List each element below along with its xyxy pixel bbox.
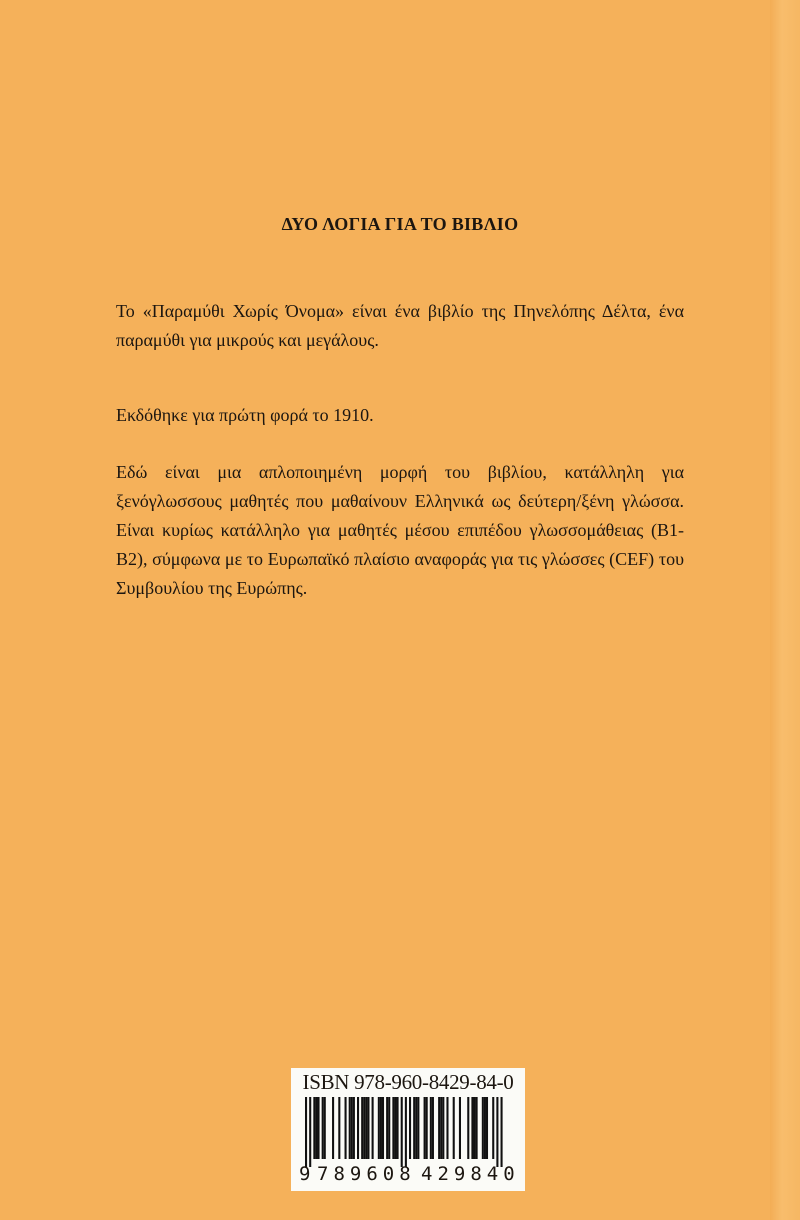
barcode-bar xyxy=(440,1097,442,1159)
barcode-guard-bar xyxy=(496,1097,498,1167)
isbn-barcode xyxy=(291,1068,525,1191)
barcode-guard-bar xyxy=(501,1097,503,1167)
barcode-guard-bar xyxy=(309,1097,311,1167)
barcode-bar xyxy=(367,1097,369,1159)
barcode-bar xyxy=(446,1097,448,1159)
barcode-bar xyxy=(426,1097,428,1159)
barcode-bar xyxy=(315,1097,317,1159)
paragraph-description: Εδώ είναι μια απλοποιημένη μορφή του βιβλίου, κατάλληλη για ξενόγλωσσους μαθητές που μαθαίνουν Ελληνικά ως δεύτερη/ξένη γλώσσα. Είναι κυρίως κατάλληλο για μαθητές μέσου επιπέδου γλωσσομάθειας (B1-B2), σύμφωνα με το Ευρωπαϊκό πλαίσιο αναφοράς για τις γλώσσες (CEF) του Συμβουλίου της Ευρώπης. xyxy=(116,462,684,598)
barcode-bar xyxy=(397,1097,399,1159)
barcode-bar xyxy=(413,1097,415,1159)
section-title: ΔΥΟ ΛΟΓΙΑ ΓΙΑ ΤΟ ΒΙΒΛΙΟ xyxy=(281,214,519,234)
barcode-bar xyxy=(338,1097,340,1159)
spine-edge xyxy=(770,0,800,1220)
barcode-bar xyxy=(484,1097,486,1159)
barcode-digits xyxy=(299,1163,521,1185)
barcode-bar xyxy=(365,1097,367,1159)
paragraph-intro: Το «Παραμύθι Χωρίς Όνομα» είναι ένα βιβλίο της Πηνελόπης Δέλτα, ένα παραμύθι για μικρούς και μεγάλους. xyxy=(116,301,684,350)
barcode-bar xyxy=(322,1097,324,1159)
barcode-bar xyxy=(415,1097,417,1159)
barcode-bars xyxy=(305,1097,511,1167)
barcode-guard-bar xyxy=(401,1097,403,1167)
barcode-bar xyxy=(394,1097,396,1159)
barcode-bar xyxy=(473,1097,475,1159)
barcode-bar xyxy=(467,1097,469,1159)
barcode-bar xyxy=(378,1097,380,1159)
barcode-right-digits: 429840 xyxy=(421,1163,520,1185)
barcode-bar xyxy=(317,1097,319,1159)
barcode-guard-bar xyxy=(405,1097,407,1167)
barcode-bar xyxy=(471,1097,473,1159)
barcode-bar xyxy=(351,1097,353,1159)
barcode-bar xyxy=(372,1097,374,1159)
barcode-bar xyxy=(430,1097,432,1159)
barcode-bar xyxy=(417,1097,419,1159)
barcode-bar xyxy=(424,1097,426,1159)
barcode-first-digit: 9 xyxy=(299,1163,311,1185)
barcode-bar xyxy=(382,1097,384,1159)
barcode-bar xyxy=(453,1097,455,1159)
barcode-bar xyxy=(349,1097,351,1159)
barcode-bar xyxy=(476,1097,478,1159)
barcode-bar xyxy=(386,1097,388,1159)
barcode-bar xyxy=(459,1097,461,1159)
barcode-bar xyxy=(486,1097,488,1159)
barcode-left-digits: 789608 xyxy=(317,1163,416,1185)
barcode-bar xyxy=(332,1097,334,1159)
barcode-bar xyxy=(324,1097,326,1159)
paragraph-publication: Εκδόθηκε για πρώτη φορά το 1910. xyxy=(116,405,374,425)
isbn-label: ISBN 978-960-8429-84-0 xyxy=(302,1070,514,1094)
barcode-bar xyxy=(409,1097,411,1159)
barcode-bar xyxy=(482,1097,484,1159)
barcode-bar xyxy=(363,1097,365,1159)
barcode-bar xyxy=(361,1097,363,1159)
barcode-bar xyxy=(492,1097,494,1159)
barcode-bar xyxy=(442,1097,444,1159)
barcode-bar xyxy=(388,1097,390,1159)
barcode-bar xyxy=(392,1097,394,1159)
barcode-bar xyxy=(353,1097,355,1159)
barcode-bar xyxy=(313,1097,315,1159)
barcode-guard-bar xyxy=(305,1097,307,1167)
barcode-bar xyxy=(438,1097,440,1159)
barcode-bar xyxy=(345,1097,347,1159)
barcode-bar xyxy=(380,1097,382,1159)
barcode-bar xyxy=(432,1097,434,1159)
barcode-bar xyxy=(357,1097,359,1159)
